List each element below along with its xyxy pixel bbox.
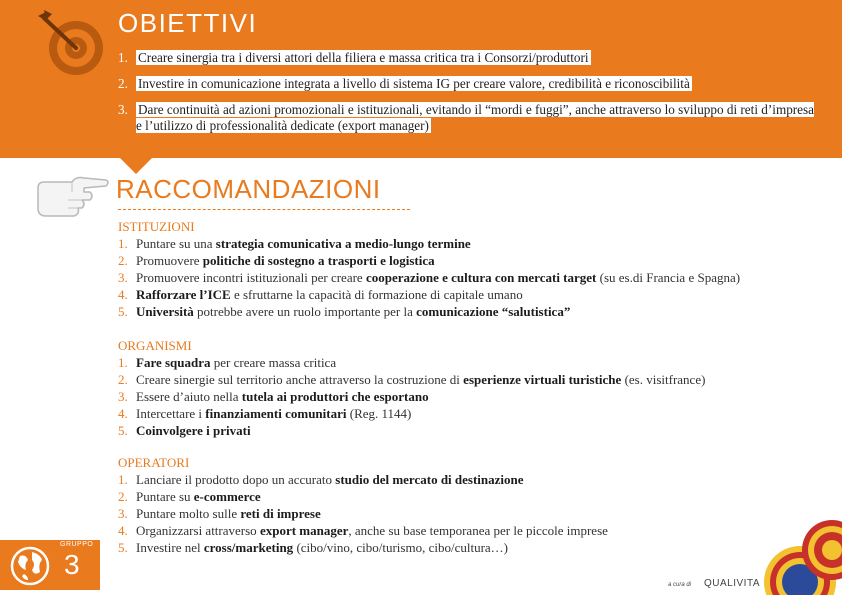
item-number: 4. — [118, 287, 128, 302]
item-emphasis: tutela ai produttori che esportano — [241, 389, 429, 404]
band-pointer — [120, 158, 152, 174]
item-text: Promuovere incontri istituzionali per creare — [136, 270, 366, 285]
item-text: Creare sinergie sul territorio anche attraverso la costruzione di — [136, 372, 464, 387]
objectives-title: OBIETTIVI — [118, 8, 258, 38]
section-operatori — [118, 455, 838, 556]
section-heading: OPERATORI — [118, 455, 190, 470]
target-icon — [34, 8, 114, 78]
list-item — [118, 488, 838, 505]
list-item — [118, 269, 838, 286]
objective-text: Creare sinergia tra i diversi attori della filiera e massa critica tra i Consorzi/produttori — [138, 50, 589, 65]
item-emphasis: export manager — [259, 523, 349, 538]
item-number: 5. — [118, 304, 128, 319]
item-number: 5. — [118, 540, 128, 555]
section-heading: ORGANISMI — [118, 338, 192, 353]
item-emphasis: Fare squadra — [136, 355, 211, 370]
list-item — [118, 522, 838, 539]
item-emphasis: cooperazione e cultura con mercati target — [365, 270, 597, 285]
list-item — [118, 252, 838, 269]
objective-text: Investire in comunicazione integrata a livello di sistema IG per creare valore, credibilità e riconoscibilità — [138, 76, 690, 91]
title-underline — [118, 209, 410, 210]
item-emphasis: finanziamenti comunitari — [205, 406, 347, 421]
item-number: 1. — [118, 236, 128, 251]
item-number: 4. — [118, 523, 128, 538]
item-text: Puntare molto sulle — [136, 506, 241, 521]
objective-item — [118, 50, 818, 66]
item-emphasis: e-commerce — [193, 489, 261, 504]
section-list — [118, 235, 838, 320]
item-text: , anche su base temporanea per le piccole imprese — [348, 523, 608, 538]
item-text: (es. visitfrance) — [621, 372, 706, 387]
item-text: Promuovere — [136, 253, 203, 268]
credit-text: a cura di — [668, 582, 692, 588]
item-emphasis: politiche di sostegno a trasporti e logistica — [202, 253, 435, 268]
objective-number: 2. — [118, 76, 128, 91]
list-item — [118, 354, 838, 371]
list-item — [118, 388, 838, 405]
list-item — [118, 539, 838, 556]
item-number: 4. — [118, 406, 128, 421]
list-item — [118, 422, 838, 439]
globe-icon — [10, 546, 50, 586]
item-text: Lanciare il prodotto dopo un accurato — [136, 472, 336, 487]
list-item — [118, 235, 838, 252]
recommendations-title: RACCOMANDAZIONI — [116, 174, 381, 204]
list-item — [118, 405, 838, 422]
qualivita-logo: QUALIVITA — [704, 578, 760, 589]
objective-item — [118, 76, 818, 92]
item-number: 5. — [118, 423, 128, 438]
objective-number: 3. — [118, 102, 128, 117]
objective-text: Dare continuità ad azioni promozionali e istituzionali, evitando il “mordi e fuggi”, anche attraverso lo sviluppo di reti d’impresa e l’utilizzo di professionalità dedicate (export manager) — [136, 102, 815, 133]
item-number: 3. — [118, 270, 128, 285]
item-emphasis: Coinvolgere i privati — [136, 423, 251, 438]
item-number: 2. — [118, 372, 128, 387]
item-number: 2. — [118, 489, 128, 504]
item-text: (Reg. 1144) — [346, 406, 412, 421]
section-list — [118, 354, 838, 439]
list-item — [118, 303, 838, 320]
group-number: 3 — [64, 549, 80, 580]
objectives-list — [118, 50, 818, 144]
item-text: (cibo/vino, cibo/turismo, cibo/cultura…) — [293, 540, 509, 555]
list-item — [118, 471, 838, 488]
section-istituzioni — [118, 219, 838, 320]
section-list — [118, 471, 838, 556]
item-text: Intercettare i — [136, 406, 206, 421]
item-number: 3. — [118, 389, 128, 404]
item-emphasis: Università — [136, 304, 194, 319]
item-emphasis: comunicazione “salutistica” — [416, 304, 571, 319]
quality-seal-icon — [760, 500, 842, 595]
item-text: Puntare su una — [136, 236, 216, 251]
item-number: 2. — [118, 253, 128, 268]
item-text: Puntare su — [136, 489, 194, 504]
item-emphasis: esperienze virtuali turistiche — [463, 372, 622, 387]
item-text: Investire nel — [136, 540, 204, 555]
item-text: Essere d’aiuto nella — [136, 389, 242, 404]
objective-item — [118, 102, 818, 134]
item-text: e sfruttarne la capacità di formazione di capitale umano — [230, 287, 523, 302]
item-emphasis: Rafforzare l’ICE — [136, 287, 231, 302]
section-organismi — [118, 338, 838, 439]
item-number: 1. — [118, 472, 128, 487]
section-heading: ISTITUZIONI — [118, 219, 195, 234]
list-item — [118, 371, 838, 388]
item-number: 3. — [118, 506, 128, 521]
item-emphasis: strategia comunicativa a medio-lungo termine — [215, 236, 471, 251]
item-text: Organizzarsi attraverso — [136, 523, 260, 538]
item-emphasis: studio del mercato di destinazione — [335, 472, 524, 487]
item-text: per creare massa critica — [210, 355, 337, 370]
list-item — [118, 505, 838, 522]
item-text: potrebbe avere un ruolo importante per la — [193, 304, 417, 319]
item-emphasis: reti di imprese — [240, 506, 321, 521]
item-number: 1. — [118, 355, 128, 370]
item-emphasis: cross/marketing — [203, 540, 294, 555]
objective-number: 1. — [118, 50, 128, 65]
pointing-hand-icon — [34, 174, 110, 222]
item-text: (su es.di Francia e Spagna) — [596, 270, 741, 285]
list-item — [118, 286, 838, 303]
group-label: GRUPPO — [60, 541, 94, 548]
